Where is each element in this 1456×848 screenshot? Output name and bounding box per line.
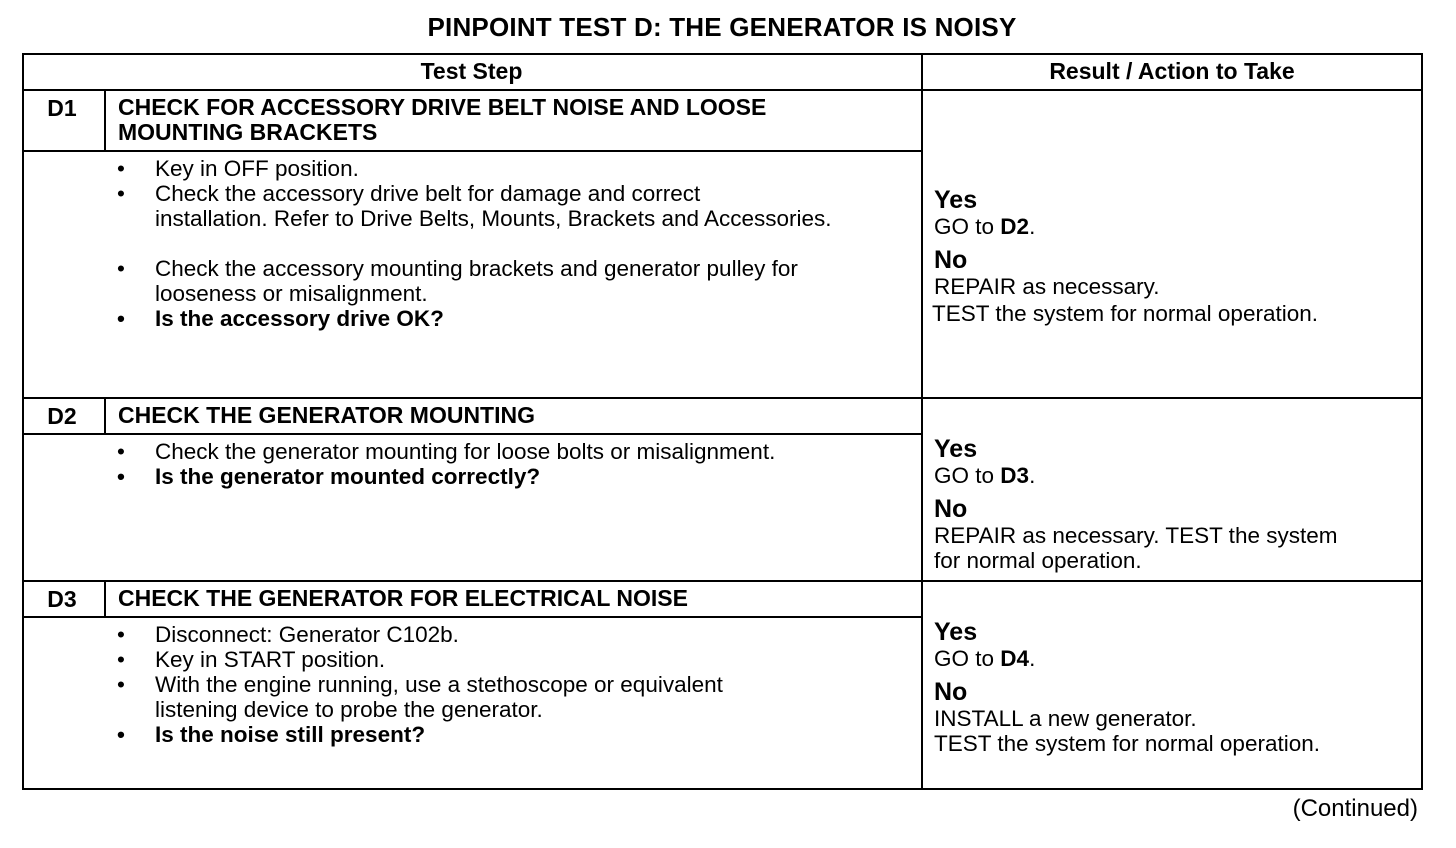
step-d2-instructions [117, 439, 775, 489]
row-divider [22, 580, 1423, 582]
d2-title-divider [22, 433, 923, 435]
yes-action: GO to D2. [934, 214, 1036, 239]
list-item-continuation [117, 281, 832, 306]
result-d2 [934, 436, 1337, 573]
yes-target: D2 [1000, 214, 1030, 239]
list-item: • With the engine running, use a stethoscope or equivalent [117, 672, 723, 697]
result-d1 [934, 187, 1318, 326]
no-label: No [934, 495, 968, 523]
no-action-line: INSTALL a new generator. [934, 706, 1197, 731]
yes-action-text: GO to [934, 646, 995, 671]
step-title-d3: CHECK THE GENERATOR FOR ELECTRICAL NOISE [118, 585, 688, 611]
step-id-d2: D2 [47, 403, 77, 429]
step-id-d1: D1 [47, 95, 77, 121]
d1-id-divider [104, 89, 106, 151]
step-id-d3: D3 [47, 586, 77, 612]
no-action-line: REPAIR as necessary. TEST the system [934, 523, 1338, 548]
list-item-question: • Is the noise still present? [117, 722, 723, 747]
d2-id-divider [104, 397, 106, 434]
list-item-question: • Is the accessory drive OK? [117, 306, 832, 331]
list-item-continuation [117, 206, 832, 231]
result-d3 [934, 619, 1320, 756]
list-item: • Check the accessory mounting brackets and generator pulley for [117, 256, 832, 281]
step-title-d2: CHECK THE GENERATOR MOUNTING [118, 402, 535, 428]
list-item: • Key in OFF position. [117, 156, 832, 181]
yes-action: GO to D4. [934, 646, 1036, 671]
yes-action: GO to D3. [934, 463, 1036, 488]
yes-label: Yes [934, 186, 978, 214]
list-item-question: • Is the generator mounted correctly? [117, 464, 775, 489]
continued-label: (Continued) [1292, 795, 1418, 822]
yes-label: Yes [934, 435, 978, 463]
yes-target: D3 [1000, 463, 1030, 488]
list-item: • Check the accessory drive belt for damage and correct [117, 181, 832, 206]
no-action-line: REPAIR as necessary. [934, 274, 1160, 299]
header-result: Result / Action to Take [1049, 58, 1295, 84]
yes-action-text: GO to [934, 463, 995, 488]
d1-title-divider [22, 150, 923, 152]
page-title: PINPOINT TEST D: THE GENERATOR IS NOISY [427, 12, 1017, 42]
step-title-d1 [118, 95, 766, 145]
header-test-step: Test Step [420, 58, 523, 84]
list-item-continuation [117, 697, 723, 722]
row-divider [22, 397, 1423, 399]
yes-target: D4 [1000, 646, 1030, 671]
list-item-text: listening device to probe the generator. [155, 697, 543, 722]
list-item-text: installation. Refer to Drive Belts, Mounts, Brackets and Accessories. [155, 206, 832, 231]
no-action-line: TEST the system for normal operation. [932, 301, 1318, 326]
step-d1-instructions [117, 156, 832, 331]
yes-label: Yes [934, 618, 978, 646]
list-item-text: looseness or misalignment. [155, 281, 428, 306]
no-label: No [934, 678, 968, 706]
list-item: • Disconnect: Generator C102b. [117, 622, 723, 647]
step-title-d1-line2: MOUNTING BRACKETS [118, 119, 378, 145]
header-divider [22, 89, 1423, 91]
list-item: • Check the generator mounting for loose bolts or misalignment. [117, 439, 775, 464]
no-action-line: for normal operation. [934, 548, 1142, 573]
d3-id-divider [104, 580, 106, 617]
step-d3-instructions [117, 622, 723, 747]
d3-title-divider [22, 616, 923, 618]
yes-action-text: GO to [934, 214, 995, 239]
no-label: No [934, 246, 968, 274]
no-action-line: TEST the system for normal operation. [934, 731, 1320, 756]
list-item: • Key in START position. [117, 647, 723, 672]
column-divider [921, 53, 923, 790]
step-title-d1-line1: CHECK FOR ACCESSORY DRIVE BELT NOISE AND LOOSE [118, 94, 767, 120]
